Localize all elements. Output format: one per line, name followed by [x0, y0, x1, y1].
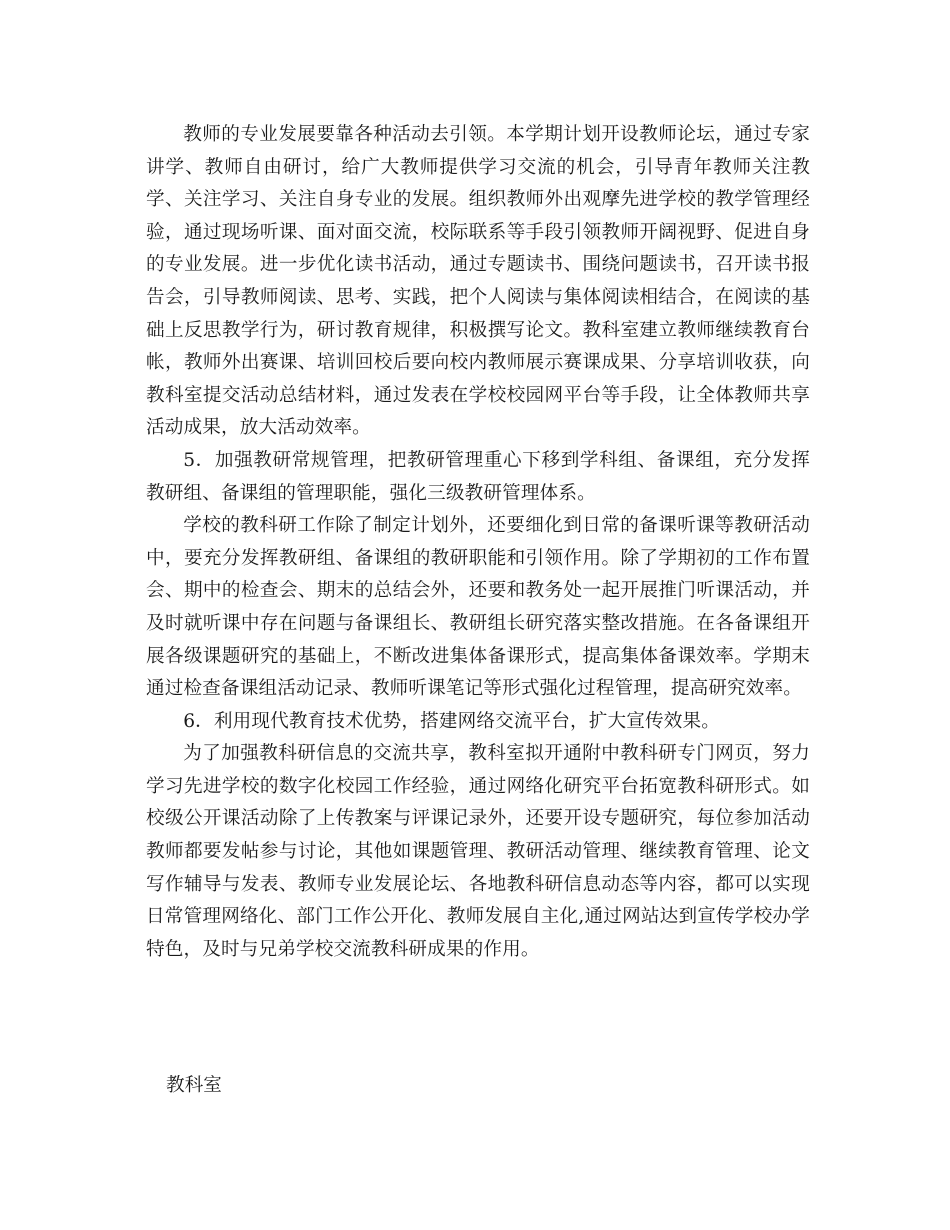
paragraph-item-5: 5．加强教研常规管理，把教研管理重心下移到学科组、备课组，充分发挥教研组、备课组的管理职能，强化三级教研管理体系。	[146, 449, 810, 504]
paragraph-research-work: 学校的教科研工作除了制定计划外，还要细化到日常的备课听课等教研活动中，要充分发挥教研组、备课组的教研职能和引领作用。除了学期初的工作布置会、期中的检查会、期末的总结会外，还要和教务处一起开展推门听课活动，并及时就听课中存在问题与备课组长、教研组长研究落实整改措施。在各备课组开展各级课题研究的基础上，不断改进集体备课形式，提高集体备课效率。学期末通过检查备课组活动记录、教师听课笔记等形式强化过程管理，提高研究效率。	[146, 515, 810, 700]
paragraph-teacher-development: 教师的专业发展要靠各种活动去引领。本学期计划开设教师论坛，通过专家讲学、教师自由研讨，给广大教师提供学习交流的机会，引导青年教师关注教学、关注学习、关注自身专业的发展。组织教师外出观摩先进学校的教学管理经验，通过现场听课、面对面交流，校际联系等手段引领教师开阔视野、促进自身的专业发展。进一步优化读书活动，通过专题读书、围绕问题读书，召开读书报告会，引导教师阅读、思考、实践，把个人阅读与集体阅读相结合，在阅读的基础上反思教学行为，研讨教育规律，积极撰写论文。教科室建立教师继续教育台帐，教师外出赛课、培训回校后要向校内教师展示赛课成果、分享培训收获，向教科室提交活动总结材料，通过发表在学校校园网平台等手段，让全体教师共享活动成果，放大活动效率。	[146, 124, 810, 439]
document-body	[146, 119, 810, 966]
paragraph-item-6: 6．利用现代教育技术优势，搭建网络交流平台，扩大宣传效果。	[183, 710, 720, 732]
signature-office: 教科室	[166, 1075, 222, 1096]
paragraph-network-platform: 为了加强教科研信息的交流共享，教科室拟开通附中教科研专门网页，努力学习先进学校的数字化校园工作经验，通过网络化研究平台拓宽教科研形式。如校级公开课活动除了上传教案与评课记录外，还要开设专题研究，每位参加活动教师都要发帖参与讨论，其他如课题管理、教研活动管理、继续教育管理、论文写作辅导与发表、教师专业发展论坛、各地教科研信息动态等内容，都可以实现日常管理网络化、部门工作公开化、教师发展自主化,通过网站达到宣传学校办学特色，及时与兄弟学校交流教科研成果的作用。	[146, 743, 810, 960]
